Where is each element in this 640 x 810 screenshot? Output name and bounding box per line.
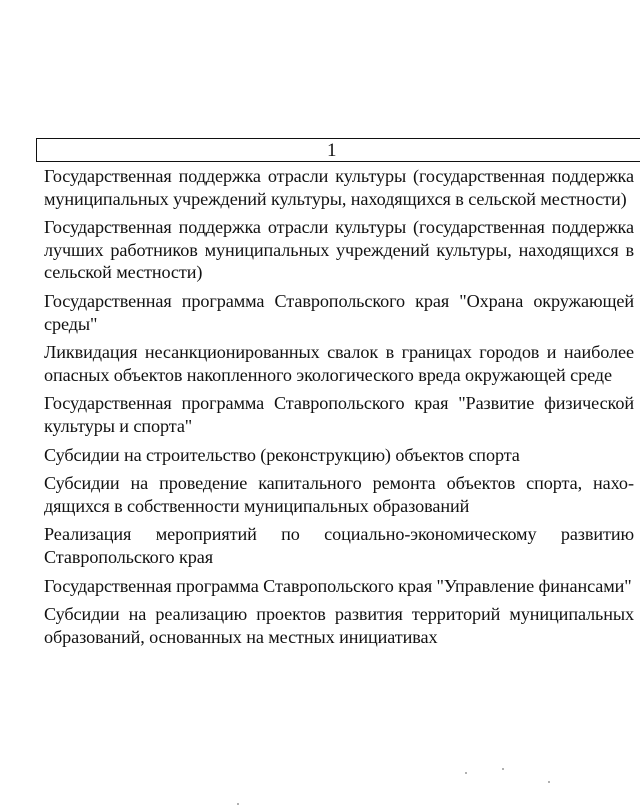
table-row: Государственная поддержка отрасли культуры (государственная поддержка лучших работников муниципальных учреждений культуры, находящихся в сельской местности)	[44, 217, 634, 283]
scan-speck	[502, 768, 504, 770]
table-row: Государственная программа Ставропольского края "Управление финансами"	[44, 575, 632, 596]
table-row: Субсидии на проведение капитального ремонта объектов спорта, находящихся в собственности муниципальных образований	[44, 473, 634, 516]
table-row: Субсидии на реализацию проектов развития территорий муниципальных образований, основанных на местных инициативах	[44, 604, 634, 647]
table-header-row	[36, 138, 640, 162]
table-row: Государственная программа Ставропольского края "Охрана окружающей среды"	[44, 290, 634, 334]
scan-speck	[237, 803, 239, 805]
column-number-label: 1	[327, 140, 337, 161]
table-row: Субсидии на строительство (реконструкцию) объектов спорта	[44, 444, 520, 465]
scan-speck	[465, 772, 467, 774]
table-row: Государственная программа Ставропольского края "Развитие физической культуры и спорта"	[44, 393, 634, 436]
table-row: Ликвидация несанкционированных свалок в границах городов и наиболее опасных объектов накопленного экологического вреда окружающей среде	[44, 342, 634, 385]
table-row: Реализация мероприятий по социально-экономическому развитию Ставропольского края	[44, 524, 634, 567]
table-row: Государственная поддержка отрасли культуры (государственная поддержка муниципальных учреждений культуры, находящихся в сельской местности)	[44, 166, 634, 209]
scan-speck	[548, 781, 550, 783]
table-rows	[44, 165, 634, 654]
